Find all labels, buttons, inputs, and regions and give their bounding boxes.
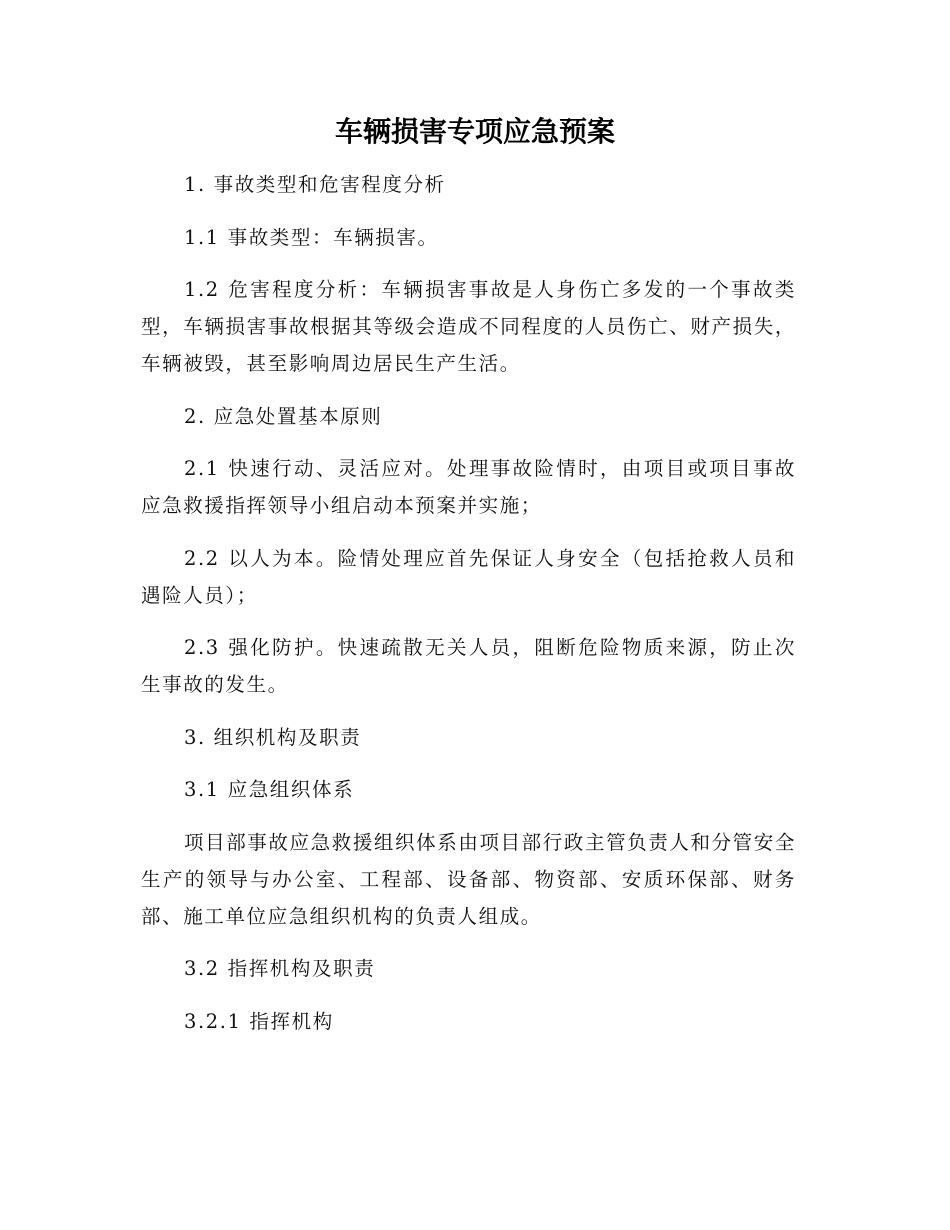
heading-3-1: 3.1 应急组织体系 — [184, 778, 355, 801]
paragraph-2-2: 2.2 以人为本。险情处理应首先保证人身安全（包括抢救人员和遇险人员）； — [141, 546, 796, 607]
heading-2: 2. 应急处置基本原则 — [184, 404, 383, 428]
paragraph-2-3: 2.3 强化防护。快速疏散无关人员，阻断危险物质来源，防止次生事故的发生。 — [141, 636, 796, 696]
paragraph-1-1: 1.1 事故类型：车辆损害。 — [184, 225, 439, 249]
paragraph-3-1-body: 项目部事故应急救援组织体系由项目部行政主管负责人和分管安全生产的领导与办公室、工程部、设备部、物资部、安质环保部、财务部、施工单位应急组织机构的负责人组成。 — [141, 830, 796, 928]
heading-3: 3. 组织机构及职责 — [184, 725, 362, 749]
heading-1: 1. 事故类型和危害程度分析 — [184, 173, 446, 196]
heading-3-2: 3.2 指挥机构及职责 — [184, 957, 376, 980]
heading-3-2-1: 3.2.1 指挥机构 — [184, 1009, 334, 1033]
document-title: 车辆损害专项应急预案 — [334, 115, 615, 148]
document-body — [141, 166, 796, 1055]
paragraph-2-1: 2.1 快速行动、灵活应对。处理事故险情时，由项目或项目事故应急救援指挥领导小组启动本预案并实施； — [141, 457, 796, 517]
paragraph-1-2: 1.2 危害程度分析：车辆损害事故是人身伤亡多发的一个事故类型，车辆损害事故根据其等级会造成不同程度的人员伤亡、财产损失，车辆被毁，甚至影响周边居民生产生活。 — [141, 278, 796, 375]
